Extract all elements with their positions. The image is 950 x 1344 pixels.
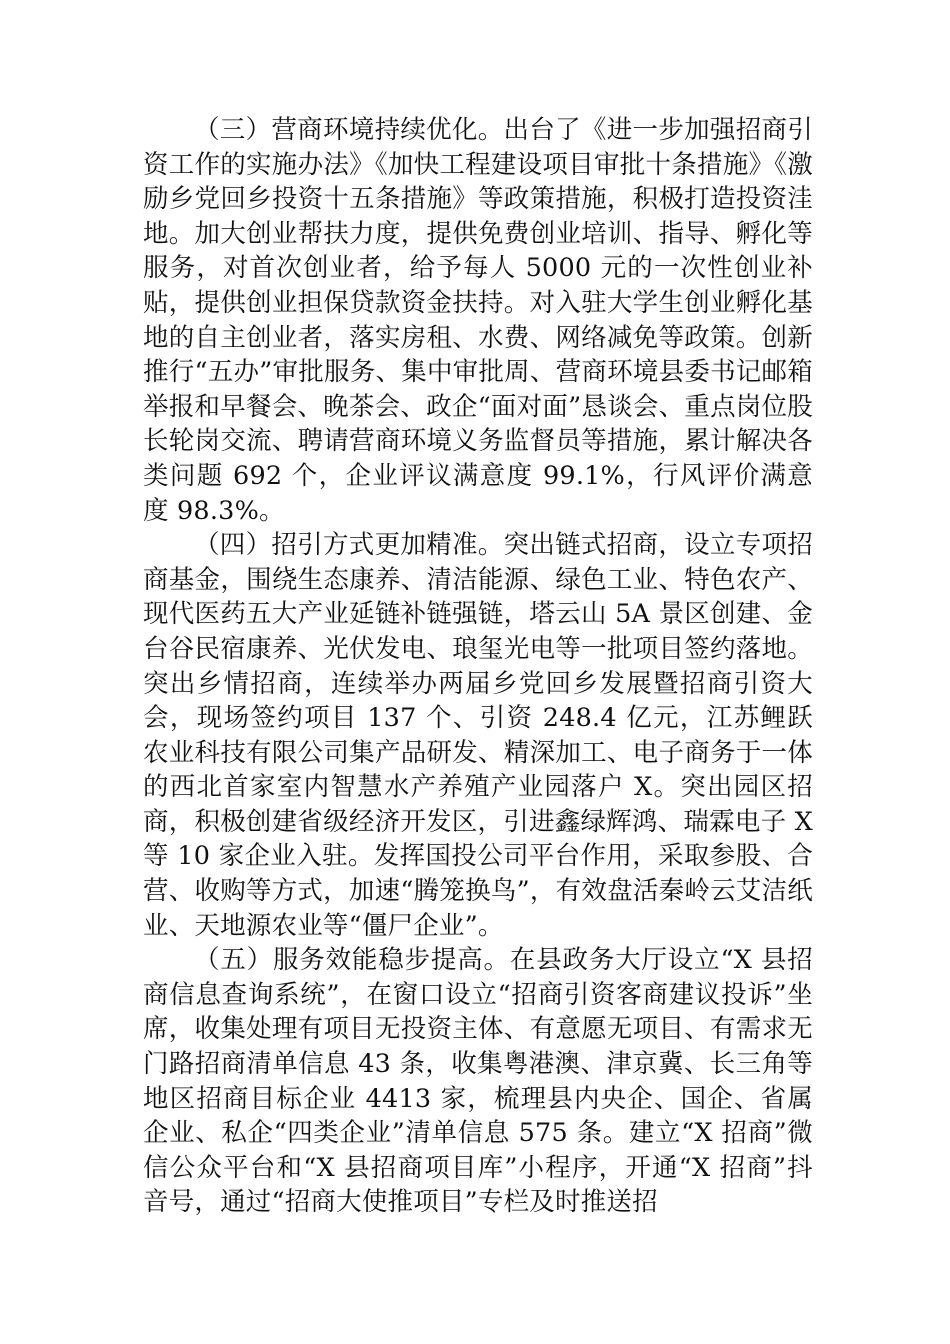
paragraph-investment-methods: （四）招引方式更加精准。突出链式招商，设立专项招商基金，围绕生态康养、清洁能源、绿色工业、特色农产、现代医药五大产业延链补链强链，塔云山 5A 景区创建、金台谷民宿康养、光伏发电、琅玺光电等一批项目签约落地。突出乡情招商，连续举办两届乡党回乡发展暨招商引资大会，现场签约项目 137 个、引资 248.4 亿元，江苏鲤跃农业科技有限公司集产品研发、精深加工、电子商务于一体的西北首家室内智慧水产养殖产业园落户 X。突出园区招商，积极创建省级经济开发区，引进鑫绿辉鸿、瑞霖电子 X 等 10 家企业入驻。发挥国投公司平台作用，采取参股、合营、收购等方式，加速“腾笼换鸟”，有效盘活秦岭云艾洁纸业、天地源农业等“僵尸企业”。 <box>143 530 813 941</box>
document-body <box>143 113 813 1220</box>
paragraph-service-efficiency: （五）服务效能稳步提高。在县政务大厅设立“X 县招商信息查询系统”，在窗口设立“招商引资客商建议投诉”坐席，收集处理有项目无投资主体、有意愿无项目、有需求无门路招商清单信息 43 条，收集粤港澳、津京冀、长三角等地区招商目标企业 4413 家，梳理县内央企、国企、省属企业、私企“四类企业”清单信息 575 条。建立“X 招商”微信公众平台和“X 县招商项目库”小程序，开通“X 招商”抖音号，通过“招商大使推项目”专栏及时推送招 <box>143 945 813 1218</box>
paragraph-business-environment: （三）营商环境持续优化。出台了《进一步加强招商引资工作的实施办法》《加快工程建设项目审批十条措施》《激励乡党回乡投资十五条措施》等政策措施，积极打造投资洼地。加大创业帮扶力度，提供免费创业培训、指导、孵化等服务，对首次创业者，给予每人 5000 元的一次性创业补贴，提供创业担保贷款资金扶持。对入驻大学生创业孵化基地的自主创业者，落实房租、水费、网络减免等政策。创新推行“五办”审批服务、集中审批周、营商环境县委书记邮箱举报和早餐会、晚茶会、政企“面对面”恳谈会、重点岗位股长轮岗交流、聘请营商环境义务监督员等措施，累计解决各类问题 692 个，企业评议满意度 99.1%，行风评价满意度 98.3%。 <box>143 115 813 526</box>
